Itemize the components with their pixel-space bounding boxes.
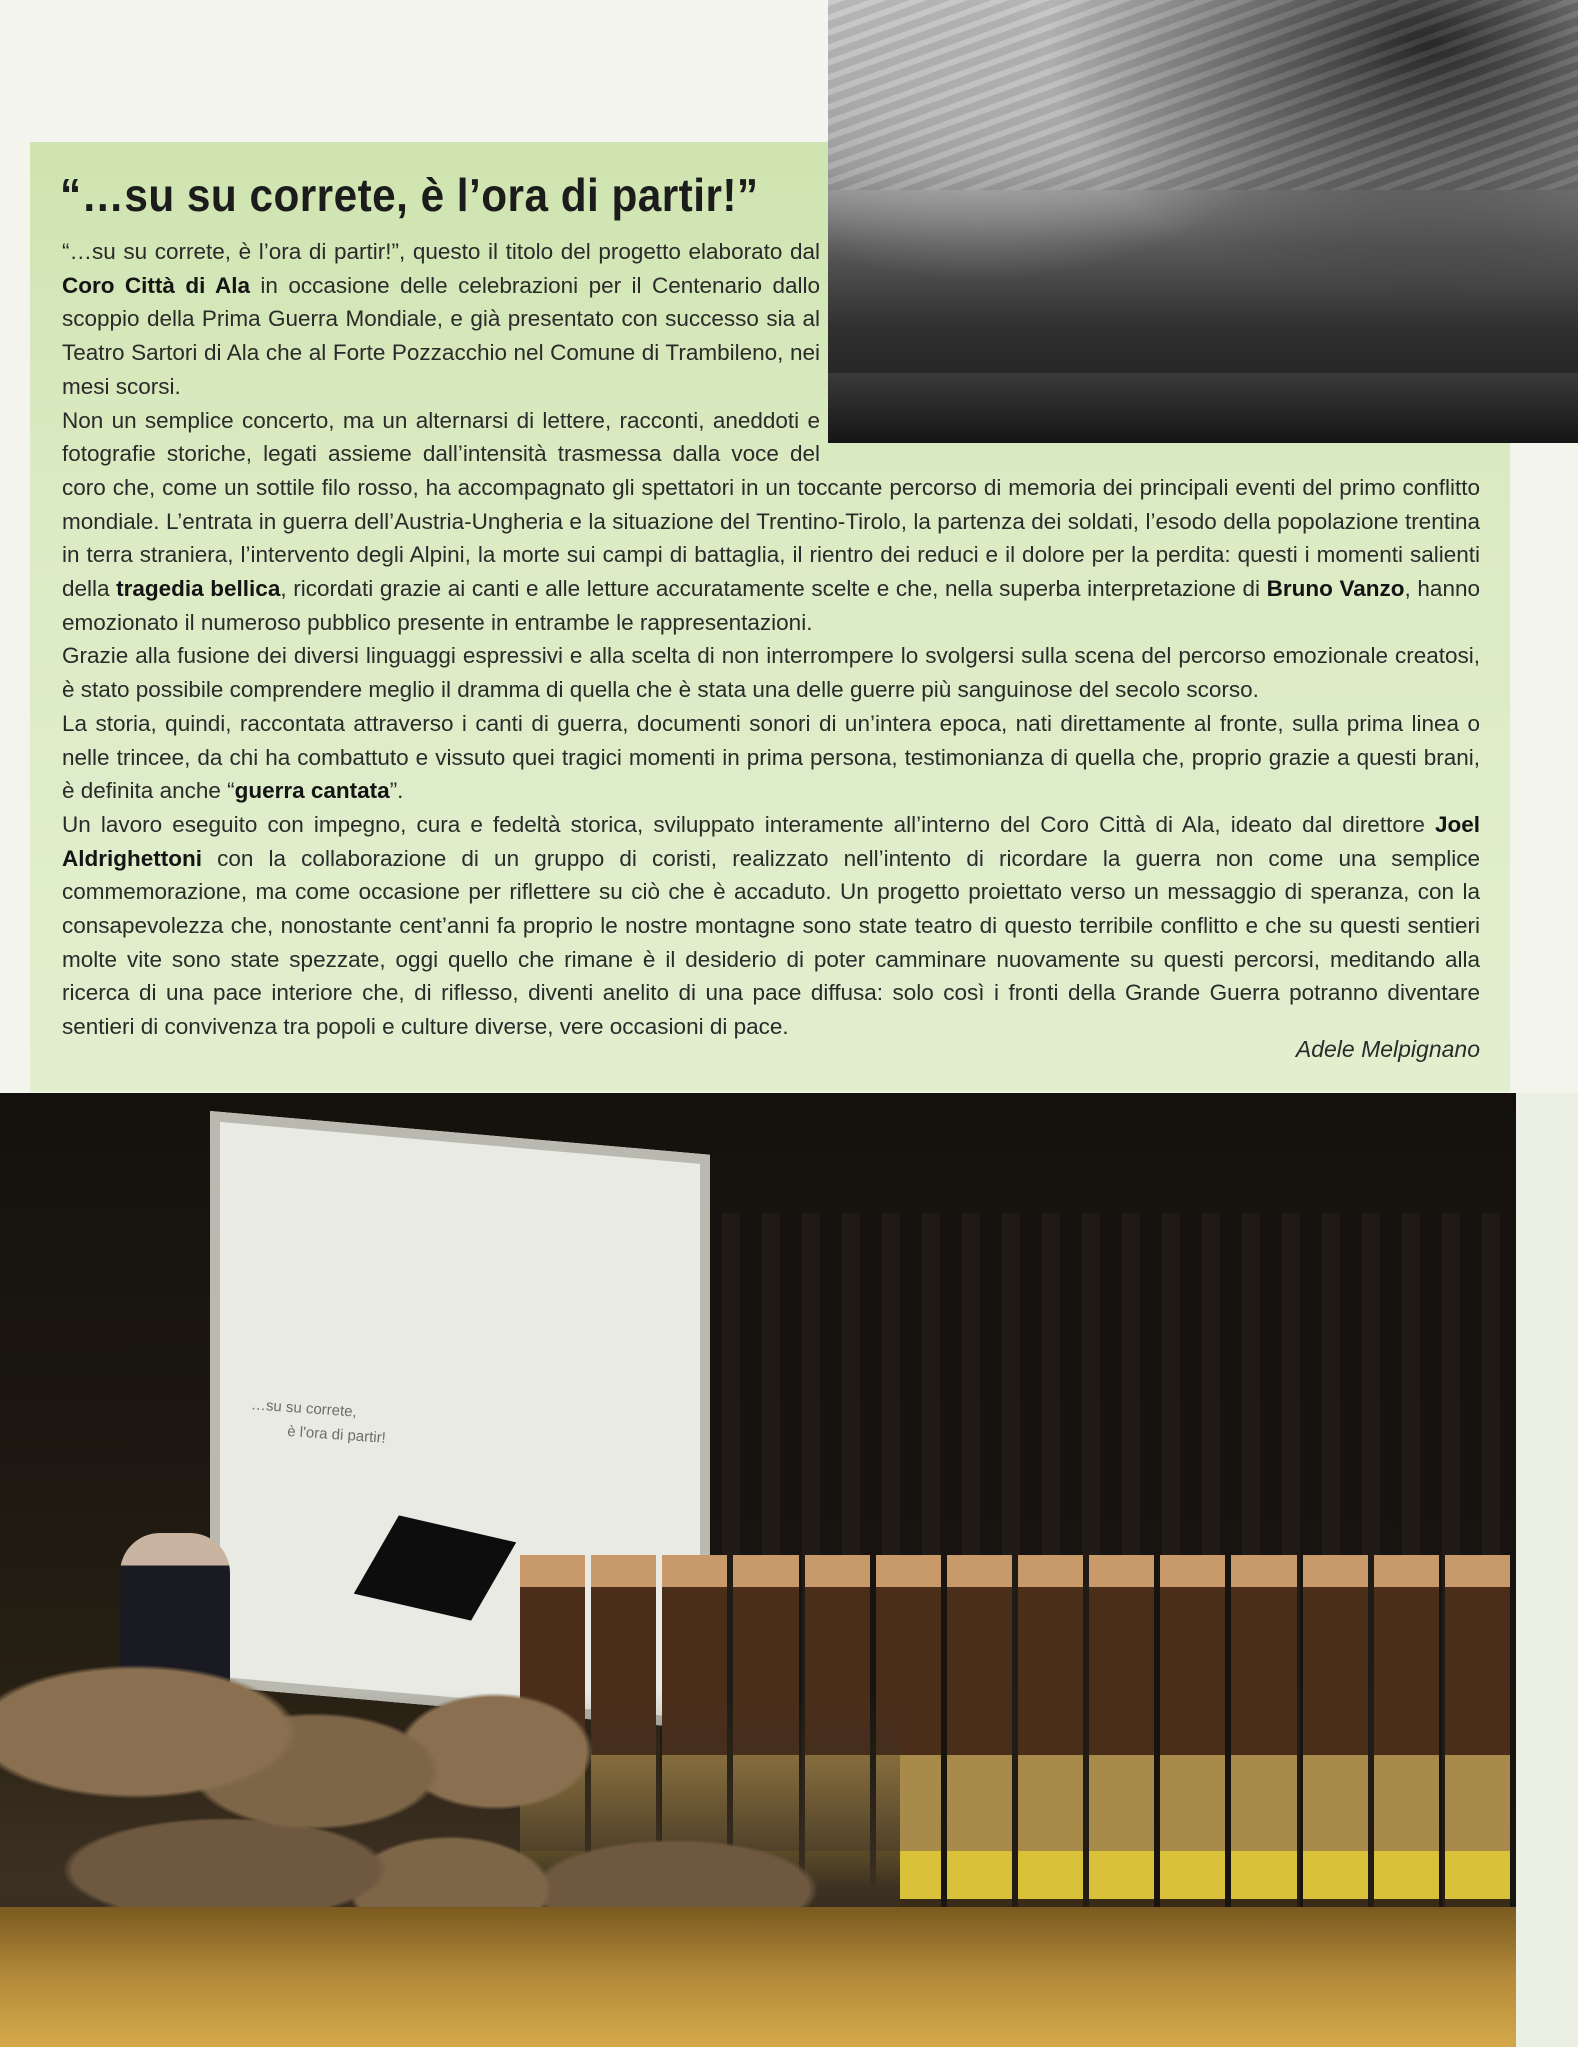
- choir-member: [1018, 1523, 1083, 1923]
- projection-caption-line2: è l'ora di partir!: [286, 1422, 387, 1447]
- article-body: [62, 235, 1480, 1044]
- text-run: in occasione delle celebrazioni per il Centenario dallo scoppio della Prima Guerra Mondiale, e già presentato con successo sia al Teatro Sartori di Ala che al Forte Pozzacchio nel Comune di Trambileno, nei mesi scorsi.: [62, 272, 820, 399]
- projection-caption-line1: …su su correte,: [250, 1396, 358, 1421]
- text-run: con la collaborazione di un gruppo di coristi, realizzato nell’intento di ricordare la guerra non come una semplice commemorazione, ma come occasione per riflettere su ciò che è accaduto. Un progetto proiettato verso un messaggio di speranza, con la consapevolezza che, nonostante cent’anni fa proprio le nostre montagne sono state teatro di questo terribile conflitto e che su questi sentieri molte vite sono state spezzate, oggi quello che rimane è il desiderio di poter camminare nuovamente su questi percorsi, meditando alla ricerca di una pace interiore che, di riflesso, diventi anelito di una pace diffusa: solo così i fronti della Grande Guerra potranno diventare sentieri di convivenza tra popoli e culture diverse, vere occasioni di pace.: [62, 845, 1480, 1040]
- projection-caption: [248, 1393, 388, 1450]
- text-run: , hanno emozionato il numeroso pubblico presente in entrambe le rappresentazioni.: [62, 576, 1480, 635]
- rock-ceiling: [828, 0, 1578, 190]
- page-margin-right: [1516, 1093, 1578, 2047]
- article-paragraph: [62, 707, 1480, 808]
- article-paragraph: [62, 808, 1480, 1044]
- choir-member: [1231, 1523, 1296, 1923]
- choir-member: [1303, 1523, 1368, 1923]
- page-margin-top: [0, 0, 830, 142]
- article-author: Adele Melpignano: [1295, 1036, 1480, 1062]
- text-run: La storia, quindi, raccontata attraverso i canti di guerra, documenti sonori di un’intera epoca, nati direttamente al fronte, sulla prima linea o nelle trincee, da chi ha combattuto e vissuto quei tragici momenti in prima persona, testimonianza di quella che, proprio grazie a questi brani, è definita anche “: [62, 710, 1480, 804]
- text-run: , ricordati grazie ai canti e alle letture accuratamente scelte e che, nella superba interpretazione di: [280, 576, 1267, 602]
- choir-member: [947, 1523, 1012, 1923]
- choir-member: [1160, 1523, 1225, 1923]
- photo-wrap-space: [820, 235, 1480, 467]
- choir-member: [1374, 1523, 1439, 1923]
- text-run: Grazie alla fusione dei diversi linguaggi espressivi e alla scelta di non interrompere lo svolgersi sulla scena del percorso emozionale creatosi, è stato possibile comprendere meglio il dramma di quella che è stata una delle guerre più sanguinose del secolo scorso.: [62, 643, 1480, 703]
- article-title: “…su su correte, è l’ora di partir!”: [60, 169, 759, 221]
- bold-phrase: guerra cantata: [234, 778, 390, 804]
- stage-floor: [0, 1907, 1516, 2047]
- concert-stage-photo: [0, 1093, 1516, 2047]
- text-run: ”.: [389, 778, 404, 804]
- choir-member: [1089, 1523, 1154, 1923]
- text-run: “…su su correte, è l’ora di partir!”, questo il titolo del progetto elaborato dal: [62, 239, 820, 264]
- choir-member: [1445, 1523, 1510, 1923]
- bold-phrase: tragedia bellica: [116, 576, 281, 602]
- bold-phrase: Joel Aldrighettoni: [62, 811, 1480, 871]
- bold-phrase: Bruno Vanzo: [1266, 576, 1405, 602]
- article-paragraph: [62, 639, 1480, 706]
- text-run: Un lavoro eseguito con impegno, cura e fedeltà storica, sviluppato interamente all’interno del Coro Città di Ala, ideato dal direttore: [62, 811, 1435, 837]
- text-run: Non un semplice concerto, ma un alternarsi di lettere, racconti, aneddoti e fotografie storiche, legati assieme dall’intensità trasmessa dalla voce del coro che, come un sottile filo rosso, ha accompagnato gli spettatori in un toccante percorso di memoria dei principali eventi del primo conflitto mondiale. L’entrata in guerra dell’Austria-Ungheria e la situazione del Trentino-Tirolo, la partenza dei soldati, l’esodo della popolazione trentina in terra straniera, l’intervento degli Alpini, la morte sui campi di battaglia, il rientro dei reduci e il dolore per la perdita: questi i momenti salienti della: [62, 407, 1480, 602]
- bold-phrase: Coro Città di Ala: [62, 272, 250, 298]
